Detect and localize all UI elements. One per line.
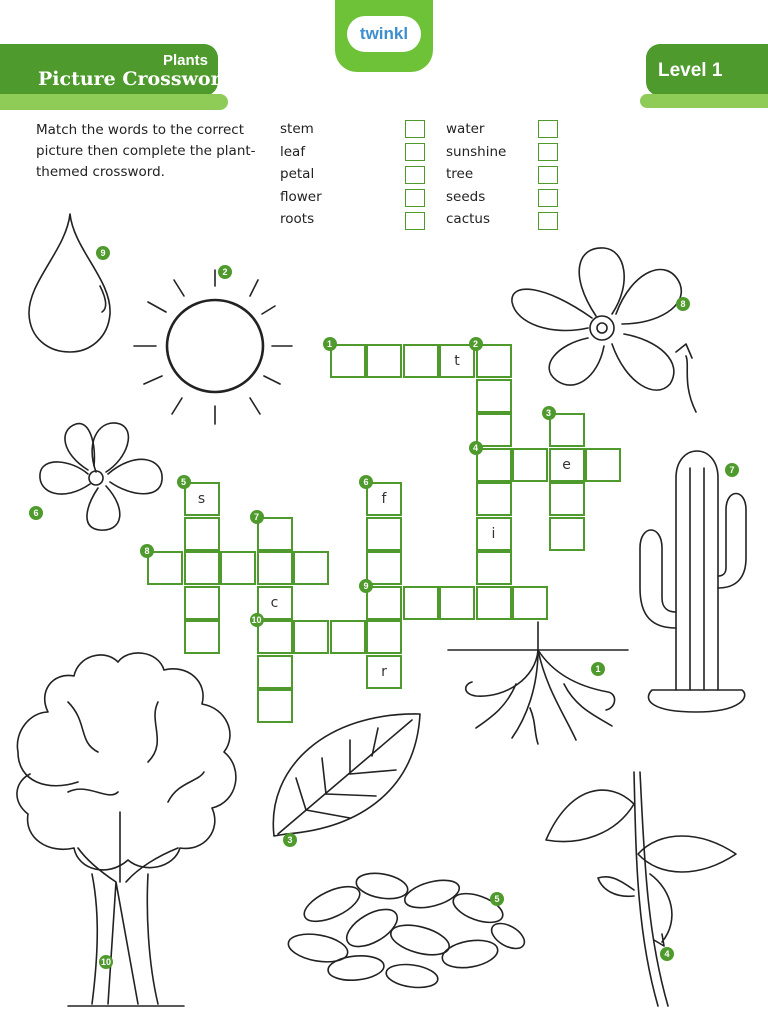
clue-number-badge: 2 xyxy=(469,337,483,351)
crossword-cell[interactable] xyxy=(257,551,293,585)
picture-number-leaf: 3 xyxy=(283,833,297,847)
crossword-cell[interactable] xyxy=(512,586,548,620)
clue-number-badge: 6 xyxy=(359,475,373,489)
clue-number-badge: 5 xyxy=(177,475,191,489)
crossword-cell-prefilled[interactable]: r xyxy=(366,655,402,689)
checkbox-petal[interactable] xyxy=(405,166,425,184)
word-sunshine: sunshine xyxy=(446,144,507,160)
worksheet-subtitle: Plants xyxy=(162,52,208,69)
roots-icon xyxy=(446,618,632,750)
level-banner-accent xyxy=(640,94,768,108)
word-leaf: leaf xyxy=(280,144,306,160)
petal-flower-icon xyxy=(508,244,708,416)
crossword-cell[interactable] xyxy=(476,551,512,585)
crossword-cell-prefilled[interactable]: e xyxy=(549,448,585,482)
crossword-cell[interactable] xyxy=(476,482,512,516)
picture-number-flower: 6 xyxy=(29,506,43,520)
clue-number-badge: 1 xyxy=(323,337,337,351)
word-tree: tree xyxy=(446,166,474,182)
clue-number-badge: 10 xyxy=(251,615,262,625)
word-petal: petal xyxy=(280,166,315,182)
clue-number-badge: 4 xyxy=(469,441,483,455)
title-banner xyxy=(0,44,234,96)
crossword-cell[interactable] xyxy=(439,586,475,620)
clue-number-badge: 8 xyxy=(140,544,154,558)
checkbox-cactus[interactable] xyxy=(538,212,558,230)
checkbox-sunshine[interactable] xyxy=(538,143,558,161)
crossword-cell[interactable] xyxy=(476,379,512,413)
crossword-cell[interactable] xyxy=(403,344,439,378)
crossword-cell[interactable] xyxy=(366,344,402,378)
crossword-cell[interactable] xyxy=(512,448,548,482)
crossword-cell[interactable] xyxy=(476,586,512,620)
checkbox-leaf[interactable] xyxy=(405,143,425,161)
crossword-cell[interactable] xyxy=(476,344,512,378)
crossword-cell[interactable] xyxy=(476,413,512,447)
picture-number-water: 9 xyxy=(96,246,110,260)
picture-number-petal: 8 xyxy=(676,297,690,311)
picture-number-roots: 1 xyxy=(591,662,605,676)
word-flower: flower xyxy=(280,189,322,205)
crossword-cell[interactable] xyxy=(293,551,329,585)
crossword-cell[interactable] xyxy=(366,551,402,585)
clue-number-badge: 7 xyxy=(250,510,264,524)
checkbox-flower[interactable] xyxy=(405,189,425,207)
water-drop-icon xyxy=(22,210,118,356)
crossword-cell[interactable] xyxy=(549,517,585,551)
crossword-cell[interactable] xyxy=(330,344,366,378)
clue-number-badge: 3 xyxy=(542,406,556,420)
crossword-cell[interactable] xyxy=(549,482,585,516)
clue-number-badge: 9 xyxy=(359,579,373,593)
crossword-cell[interactable] xyxy=(403,586,439,620)
crossword-cell[interactable] xyxy=(366,517,402,551)
picture-number-cactus: 7 xyxy=(725,463,739,477)
checkbox-tree[interactable] xyxy=(538,166,558,184)
cactus-icon xyxy=(632,438,756,718)
crossword-cell[interactable] xyxy=(549,413,585,447)
level-label: Level 1 xyxy=(658,60,723,81)
checkbox-stem[interactable] xyxy=(405,120,425,138)
twinkl-logo: twinkl xyxy=(347,16,421,52)
crossword-cell[interactable] xyxy=(330,620,366,654)
word-stem: stem xyxy=(280,121,314,137)
crossword-cell[interactable] xyxy=(257,620,293,654)
tree-icon xyxy=(8,642,250,1008)
picture-number-seeds: 5 xyxy=(490,892,504,906)
title-banner-accent xyxy=(0,94,228,110)
leaf-icon xyxy=(266,708,426,844)
crossword-cell[interactable] xyxy=(184,517,220,551)
crossword-cell[interactable] xyxy=(293,620,329,654)
crossword-cell[interactable] xyxy=(257,655,293,689)
stem-icon xyxy=(540,770,740,1010)
word-cactus: cactus xyxy=(446,211,491,227)
instructions-text: Match the words to the correct picture then complete the plant-themed crossword. xyxy=(36,122,256,180)
word-seeds: seeds xyxy=(446,189,486,205)
worksheet-title: Picture Crossword xyxy=(38,68,234,90)
checkbox-water[interactable] xyxy=(538,120,558,138)
word-roots: roots xyxy=(280,211,315,227)
checkbox-seeds[interactable] xyxy=(538,189,558,207)
checkbox-roots[interactable] xyxy=(405,212,425,230)
crossword-cell-prefilled[interactable]: c xyxy=(257,586,293,620)
picture-number-sunshine: 2 xyxy=(218,265,232,279)
crossword-cell[interactable] xyxy=(366,586,402,620)
twinkl-logo-tab xyxy=(335,0,433,72)
flower-icon xyxy=(18,414,174,536)
picture-number-stem: 4 xyxy=(660,947,674,961)
crossword-cell[interactable] xyxy=(147,551,183,585)
crossword-cell[interactable] xyxy=(184,586,220,620)
picture-number-tree: 10 xyxy=(100,957,111,967)
word-water: water xyxy=(446,121,485,137)
crossword-cell[interactable] xyxy=(585,448,621,482)
crossword-cell-prefilled[interactable]: t xyxy=(439,344,475,378)
sun-icon xyxy=(130,266,310,426)
level-banner xyxy=(646,44,768,96)
crossword-cell[interactable] xyxy=(366,620,402,654)
crossword-cell-prefilled[interactable]: f xyxy=(366,482,402,516)
seeds-icon xyxy=(282,858,528,990)
crossword-cell-prefilled[interactable]: s xyxy=(184,482,220,516)
crossword-cell[interactable] xyxy=(184,551,220,585)
crossword-cell-prefilled[interactable]: i xyxy=(476,517,512,551)
crossword-cell[interactable] xyxy=(220,551,256,585)
